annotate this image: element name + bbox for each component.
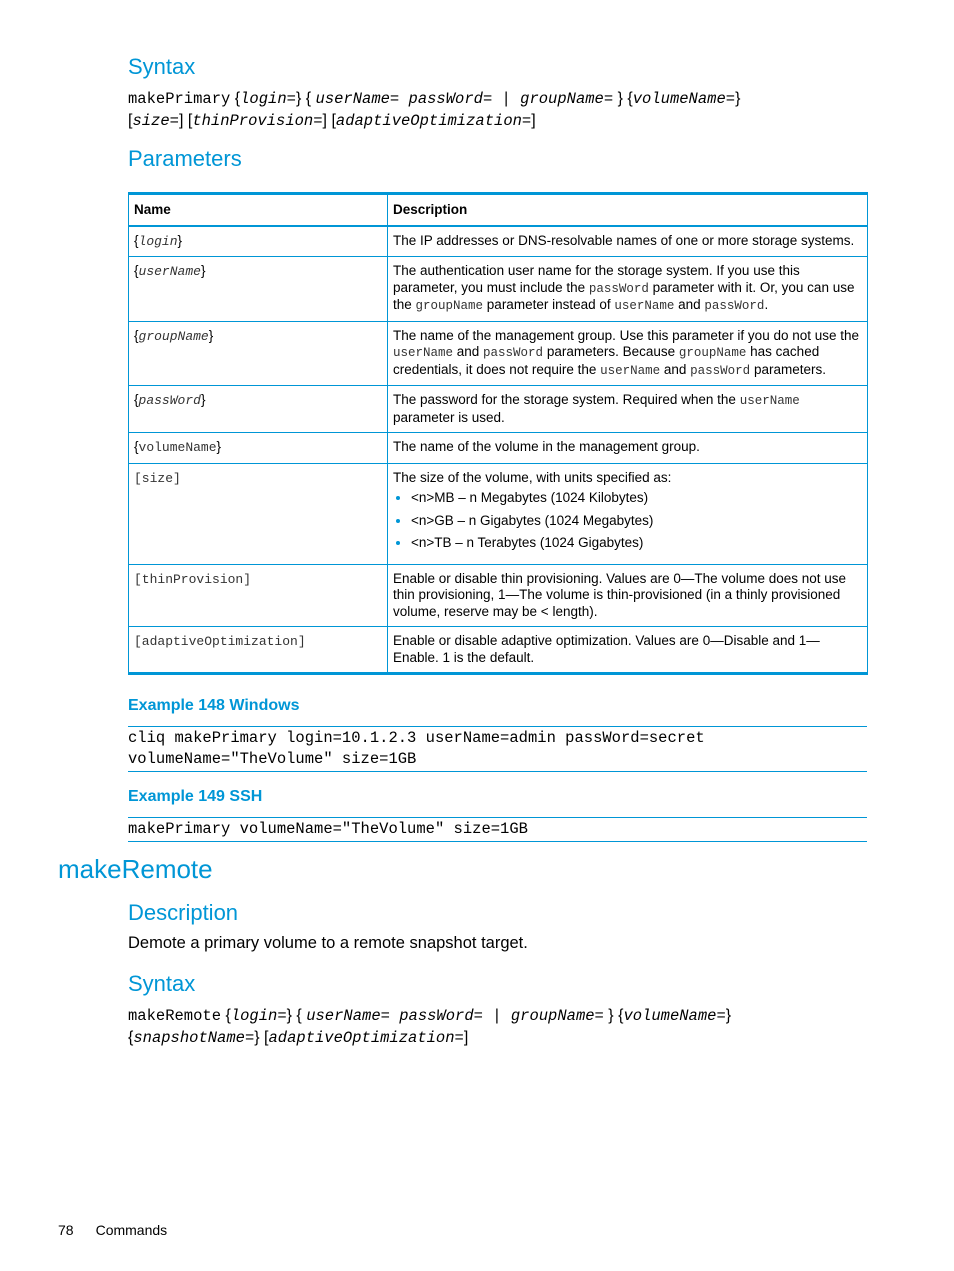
table-row	[129, 433, 868, 464]
param-description: The name of the management group. Use this parameter if you do not use the userName and passWord parameters. Because groupName has cached credentials, it does not require the userName and passWord parameters.	[388, 321, 868, 386]
param-description: The authentication user name for the storage system. If you use this parameter, you must include the passWord parameter with it. Or, you can use the groupName parameter instead of userName and passWord.	[388, 257, 868, 322]
page-footer	[58, 1222, 167, 1238]
header-description: Description	[388, 194, 868, 226]
param-name: {groupName}	[129, 321, 388, 386]
param-name: [size]	[129, 463, 388, 564]
table-row	[129, 386, 868, 433]
list-item: • <n>MB – n Megabytes (1024 Kilobytes)	[411, 490, 862, 507]
table-row	[129, 463, 868, 564]
table-row	[129, 321, 868, 386]
param-description: The IP addresses or DNS-resolvable names of one or more storage systems.	[388, 226, 868, 257]
example-149-title: Example 149 SSH	[128, 788, 263, 805]
param-description: The name of the volume in the management group.	[388, 433, 868, 464]
table-header-row	[129, 194, 868, 226]
parameters-heading: Parameters	[128, 146, 242, 171]
param-name: [thinProvision]	[129, 564, 388, 627]
param-name: {login}	[129, 226, 388, 257]
description-heading: Description	[128, 900, 239, 925]
size-units-list	[393, 490, 862, 552]
example-148-code: cliq makePrimary login=10.1.2.3 userName=admin passWord=secret volumeName="TheVolume" size=1GB	[128, 726, 867, 772]
header-name: Name	[129, 194, 388, 226]
description-text: Demote a primary volume to a remote snapshot target.	[128, 934, 528, 952]
makeremote-heading: makeRemote	[58, 854, 213, 884]
footer-section: Commands	[95, 1222, 168, 1238]
make-remote-syntax: makeRemote {login=} { userName= passWord= | groupName= } {volumeName=} {snapshotName=} [adaptiveOptimization=]	[128, 1007, 732, 1047]
param-name: {volumeName}	[129, 433, 388, 464]
param-description: Enable or disable adaptive optimization. Values are 0—Disable and 1—Enable. 1 is the default.	[388, 627, 868, 674]
example-149-code: makePrimary volumeName="TheVolume" size=1GB	[128, 817, 867, 842]
table-row	[129, 564, 868, 627]
table-row	[129, 257, 868, 322]
param-description: The password for the storage system. Required when the userName parameter is used.	[388, 386, 868, 433]
param-name: {passWord}	[129, 386, 388, 433]
param-description: Enable or disable thin provisioning. Values are 0—The volume does not use thin provisioning, 1—The volume is thin-provisioned (in a thinly provisioned volume, reserve may be < length).	[388, 564, 868, 627]
parameters-table	[128, 192, 868, 675]
param-name: [adaptiveOptimization]	[129, 627, 388, 674]
make-primary-syntax: makePrimary {login=} { userName= passWord= | groupName= } {volumeName=} [size=] [thinProvision=] [adaptiveOptimization=]	[128, 90, 741, 130]
table-row	[129, 226, 868, 257]
page-number: 78	[58, 1222, 74, 1238]
param-description: The size of the volume, with units specified as: • <n>MB – n Megabytes (1024 Kilobytes) • <n>GB – n Gigabytes (1024 Megabytes) • <n>TB – n Terabytes (1024 Gigabytes)	[388, 463, 868, 564]
list-item: • <n>GB – n Gigabytes (1024 Megabytes)	[411, 513, 862, 530]
syntax-heading-2: Syntax	[128, 971, 196, 996]
example-148-title: Example 148 Windows	[128, 697, 300, 714]
list-item: • <n>TB – n Terabytes (1024 Gigabytes)	[411, 535, 862, 552]
syntax-heading: Syntax	[128, 54, 196, 79]
param-name: {userName}	[129, 257, 388, 322]
table-row	[129, 627, 868, 674]
